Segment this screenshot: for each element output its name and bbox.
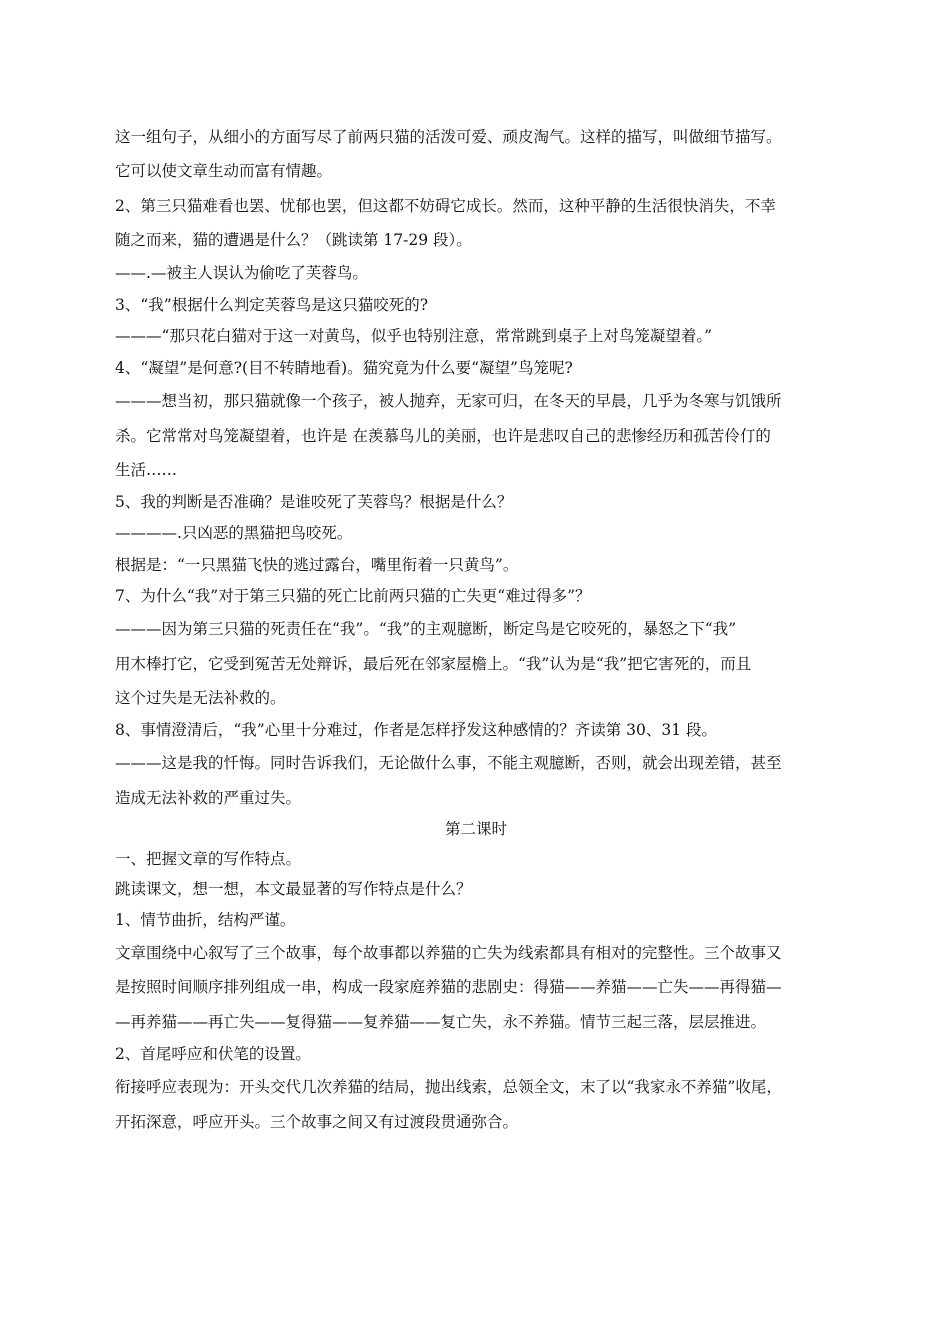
text-line: 4、“凝望”是何意?(目不转睛地看)。猫究竟为什么要“凝望”鸟笼呢? <box>115 359 573 377</box>
text-line: ———这是我的忏悔。同时告诉我们，无论做什么事，不能主观臆断，否则，就会出现差错，甚至 <box>115 754 782 772</box>
text-line: 根据是：“一只黑猫飞快的逃过露台，嘴里衔着一只黄鸟”。 <box>115 556 519 574</box>
text-line: 生活…… <box>115 461 178 479</box>
text-line: 2、第三只猫难看也罢、忧郁也罢，但这都不妨碍它成长。然而，这种平静的生活很快消失，不幸 <box>115 197 776 215</box>
text-line: 它可以使文章生动而富有情趣。 <box>115 162 333 180</box>
text-line: 8、事情澄清后，“我”心里十分难过，作者是怎样抒发这种感情的？齐读第 30、31 段。 <box>115 721 718 739</box>
text-line: 随之而来，猫的遭遇是什么？（跳读第 17-29 段）。 <box>115 231 472 249</box>
text-line: 7、为什么“我”对于第三只猫的死亡比前两只猫的亡失更“难过得多”？ <box>115 587 591 605</box>
text-line: 5、我的判断是否准确？是谁咬死了芙蓉鸟？根据是什么？ <box>115 493 513 511</box>
text-line: ———“那只花白猫对于这一对黄鸟，似乎也特别注意，常常跳到桌子上对鸟笼凝望着。” <box>115 327 713 345</box>
text-line: 文章围绕中心叙写了三个故事，每个故事都以养猫的亡失为线索都具有相对的完整性。三个故事又 <box>115 944 782 962</box>
text-line: ————.只凶恶的黑猫把鸟咬死。 <box>115 524 353 542</box>
text-line: 这一组句子，从细小的方面写尽了前两只猫的活泼可爱、顽皮淘气。这样的描写，叫做细节描写。 <box>115 128 782 146</box>
text-line: 衔接呼应表现为：开头交代几次养猫的结局，抛出线索，总领全文，末了以“我家永不养猫”收尾， <box>115 1078 782 1096</box>
text-line: —再养猫——再亡失——复得猫——复养猫——复亡失，永不养猫。情节三起三落，层层推进。 <box>115 1013 767 1031</box>
text-line: 杀。它常常对鸟笼凝望着，也许是 在羡慕鸟儿的美丽，也许是悲叹自己的悲惨经历和孤苦伶仃的 <box>115 427 771 445</box>
text-line: ———想当初，那只猫就像一个孩子，被人抛弃，无家可归，在冬天的早晨，几乎为冬寒与饥饿所 <box>115 392 782 410</box>
document-body <box>115 120 837 1139</box>
text-line: 造成无法补救的严重过失。 <box>115 789 302 807</box>
text-line: 用木棒打它，它受到冤苦无处辩诉，最后死在邻家屋檐上。“我”认为是“我”把它害死的，而且 <box>115 655 752 673</box>
text-line: 2、首尾呼应和伏笔的设置。 <box>115 1045 311 1063</box>
text-line: 1、情节曲折，结构严谨。 <box>115 911 296 929</box>
text-line: 跳读课文，想一想，本文最显著的写作特点是什么？ <box>115 880 472 898</box>
text-line: 是按照时间顺序排列组成一串，构成一段家庭养猫的悲剧史：得猫——养猫——亡失——再得猫— <box>115 978 782 996</box>
text-line: ——.—被主人误认为偷吃了芙蓉鸟。 <box>115 264 368 282</box>
text-line: ———因为第三只猫的死责任在“我”。“我”的主观臆断，断定鸟是它咬死的，暴怒之下“我” <box>115 620 737 638</box>
text-line: 这个过失是无法补救的。 <box>115 689 286 707</box>
text-line: 3、“我”根据什么判定芙蓉鸟是这只猫咬死的? <box>115 296 429 314</box>
text-line: 一、把握文章的写作特点。 <box>115 850 302 868</box>
section-heading: 第二课时 <box>444 820 507 838</box>
text-line: 开拓深意，呼应开头。三个故事之间又有过渡段贯通弥合。 <box>115 1113 519 1131</box>
